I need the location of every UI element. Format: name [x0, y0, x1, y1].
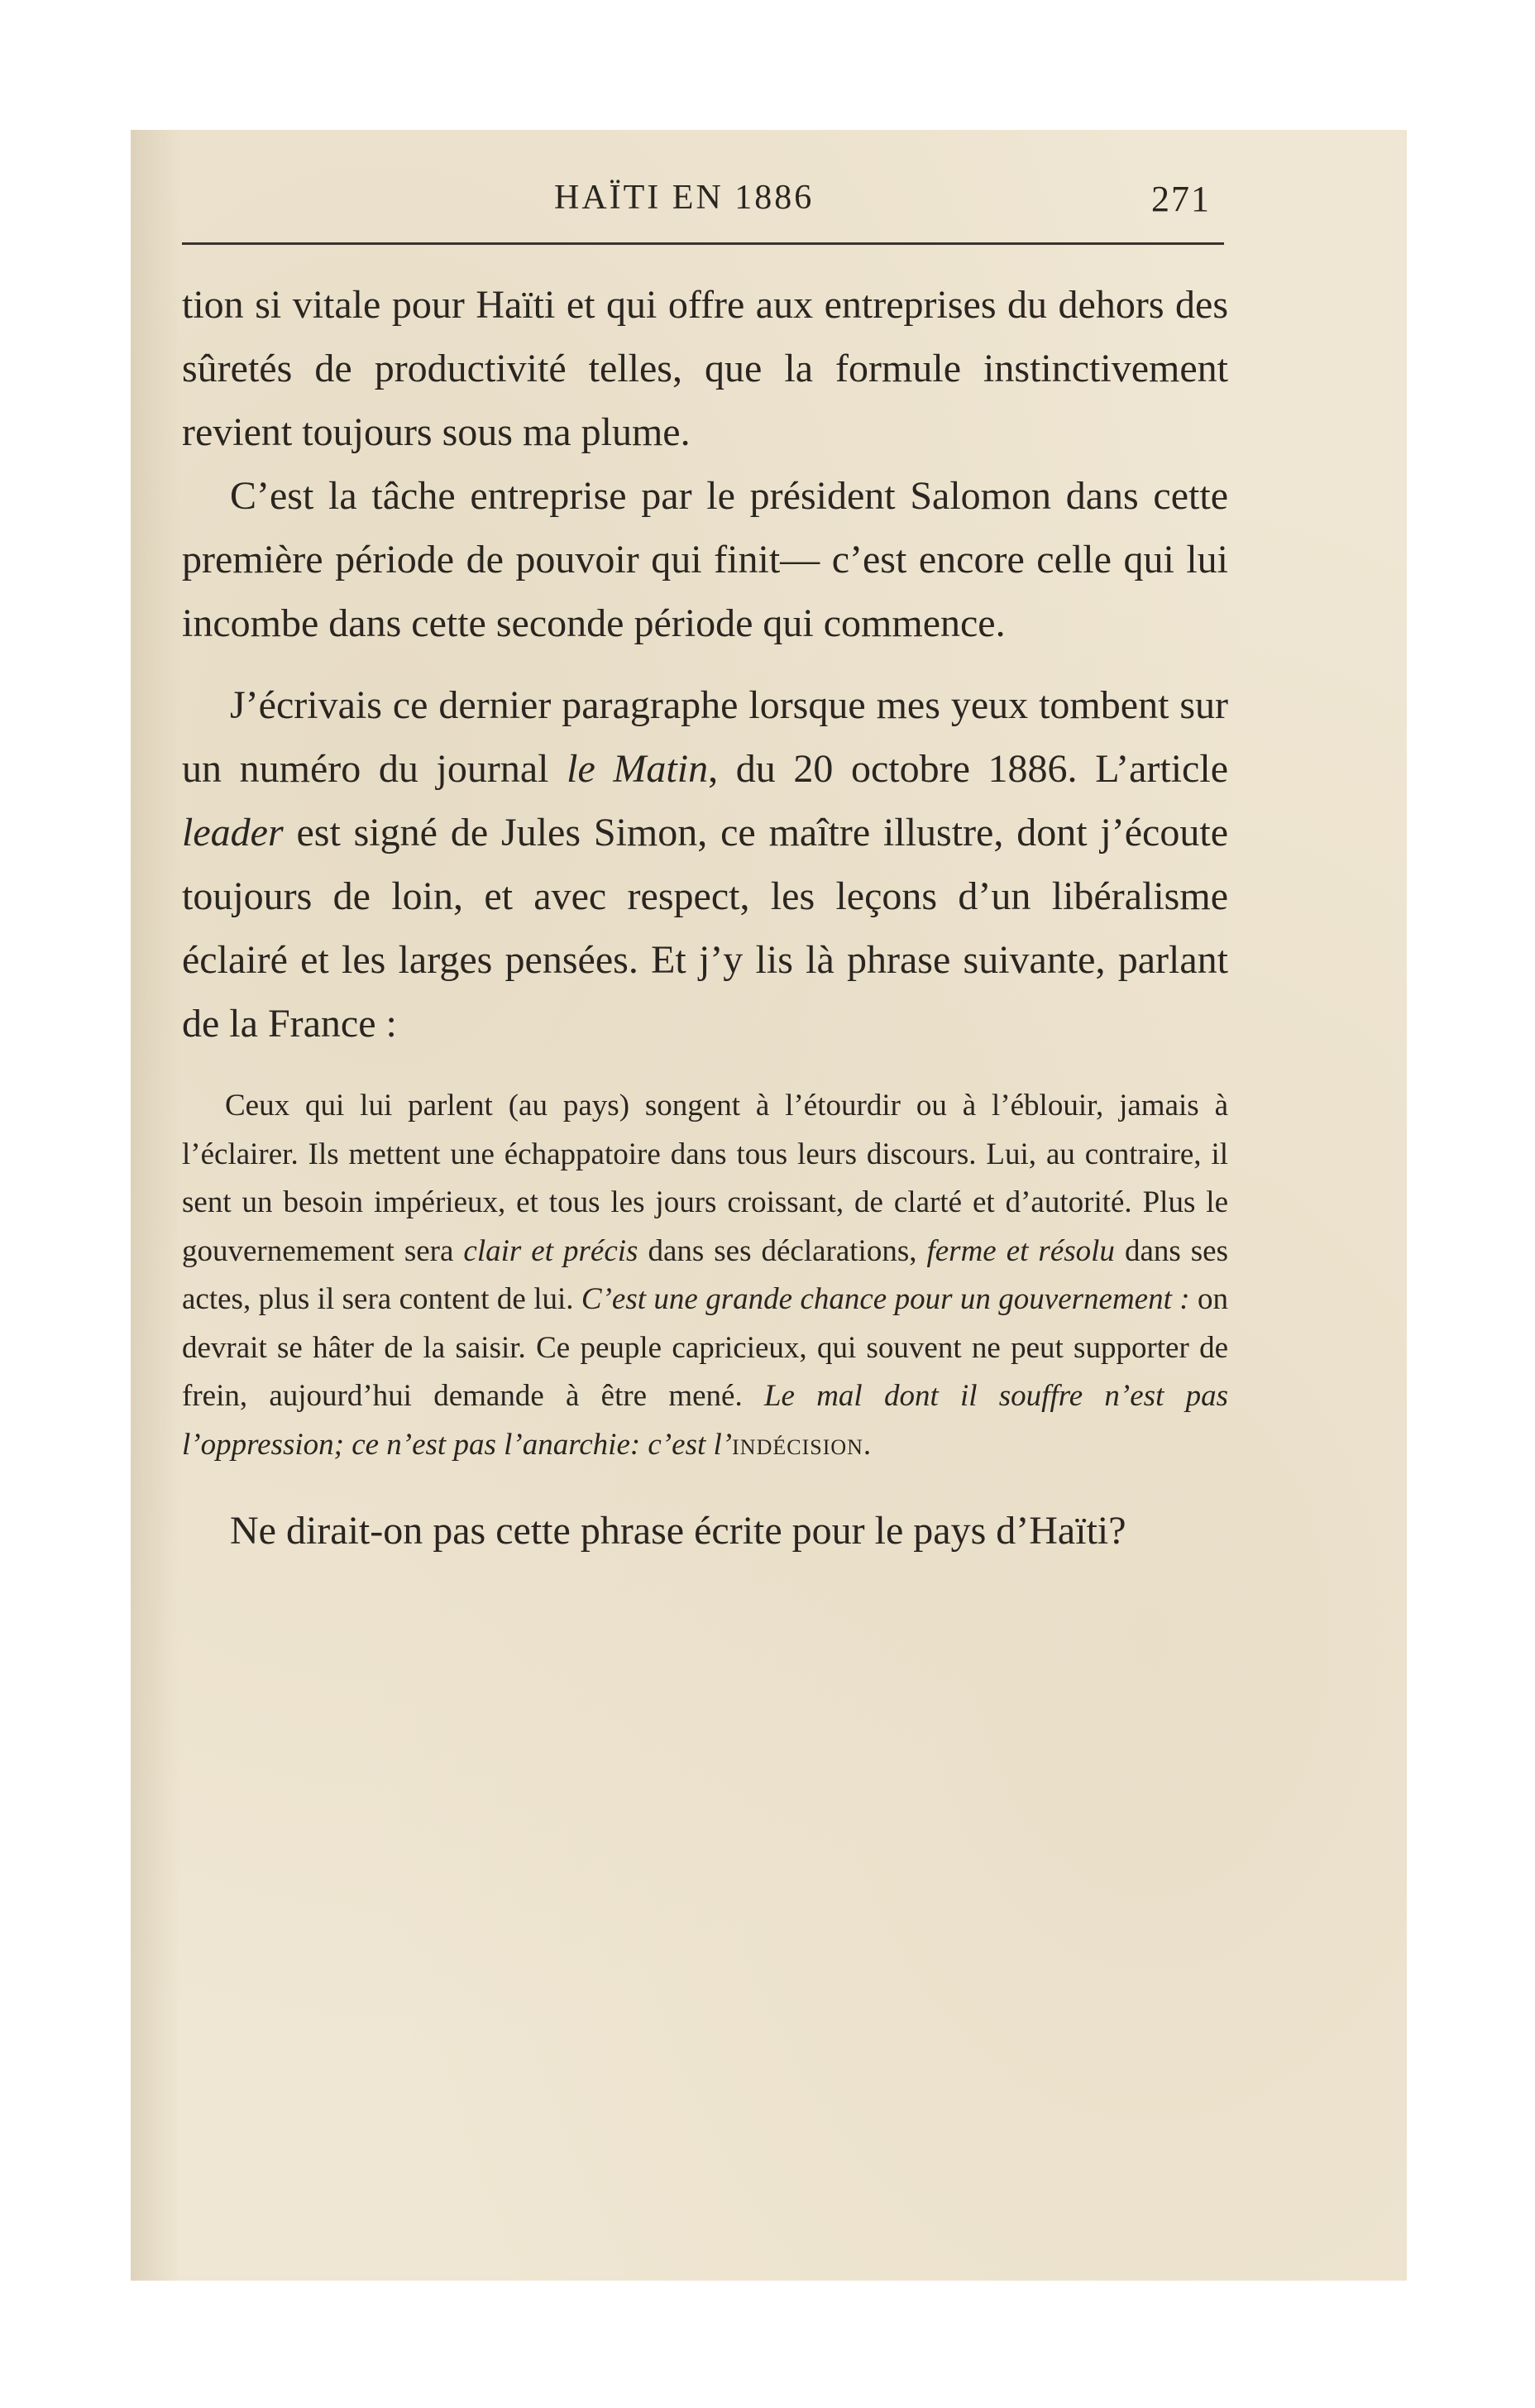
paragraph-salomon: C’est la tâche entreprise par le président Salomon dans cette première période de pouvoir qui finit— c’est encore celle qui lui incombe dans cette seconde période qui commence.	[182, 474, 1228, 645]
page-header	[131, 178, 1407, 236]
quote-text-e: dans ses actes, plus il sera content de lui.	[182, 1233, 1228, 1316]
quote-italic-ferme: ferme et résolu	[926, 1233, 1115, 1268]
header-rule	[182, 242, 1224, 245]
paragraph-gap	[182, 655, 1228, 673]
quote-text-g: on devrait se hâter de la saisir. Ce peuple capricieux, qui souvent ne peut supporter de frein, aujourd’hui demande à être mené.	[182, 1282, 1229, 1413]
quote-text-a: Ceux qui lui parlent (au pays) songent à l’étourdir ou à l’éblouir, jamais à l’éclairer. Ils mettent une échappatoire dans tous leurs discours. Lui, au contraire, il sent un besoin impérieux, et tous les jours croissant, de clarté et d’autorité. Plus le gouvernemement sera	[182, 1089, 1228, 1268]
leader-word: leader	[182, 811, 284, 855]
running-title: HAÏTI EN 1886	[554, 179, 815, 217]
paragraph-matin	[182, 673, 1228, 1056]
quote-text-c: dans ses déclarations,	[638, 1233, 927, 1268]
paragraph-matin-text-a: J’écrivais ce dernier paragraphe lorsque mes yeux tombent sur un numéro du journal	[182, 683, 1228, 791]
quote-indecision: indécision.	[732, 1427, 873, 1462]
paragraph-matin-text-c: , du 20 octobre 1886. L’article	[708, 747, 1228, 791]
page-number: 271	[1151, 179, 1211, 219]
paragraph-closing: Ne dirait-on pas cette phrase écrite pour le pays d’Haïti?	[230, 1509, 1126, 1553]
paragraph-matin-text-e: est signé de Jules Simon, ce maître illustre, dont j’écoute toujours de loin, et avec respect, les leçons d’un libéralisme éclairé et les larges pensées. Et j’y lis là phrase suivante, parlant de la France :	[182, 811, 1228, 1046]
paragraph-continuation: tion si vitale pour Haïti et qui offre aux entreprises du dehors des sûretés de productivité telles, que la formule instinctivement revient toujours sous ma plume.	[182, 283, 1228, 454]
quote-italic-chance: C’est une grande chance pour un gouvernement :	[581, 1282, 1190, 1316]
block-quote	[182, 1082, 1228, 1469]
quote-italic-clair: clair et précis	[463, 1233, 638, 1268]
page-body	[182, 273, 1228, 1563]
quote-italic-mal: Le mal dont il souffre n’est pas l’oppression; ce n’est pas l’anarchie: c’est l’	[182, 1379, 1228, 1462]
journal-title: le Matin	[567, 747, 709, 791]
book-page	[131, 130, 1407, 2281]
